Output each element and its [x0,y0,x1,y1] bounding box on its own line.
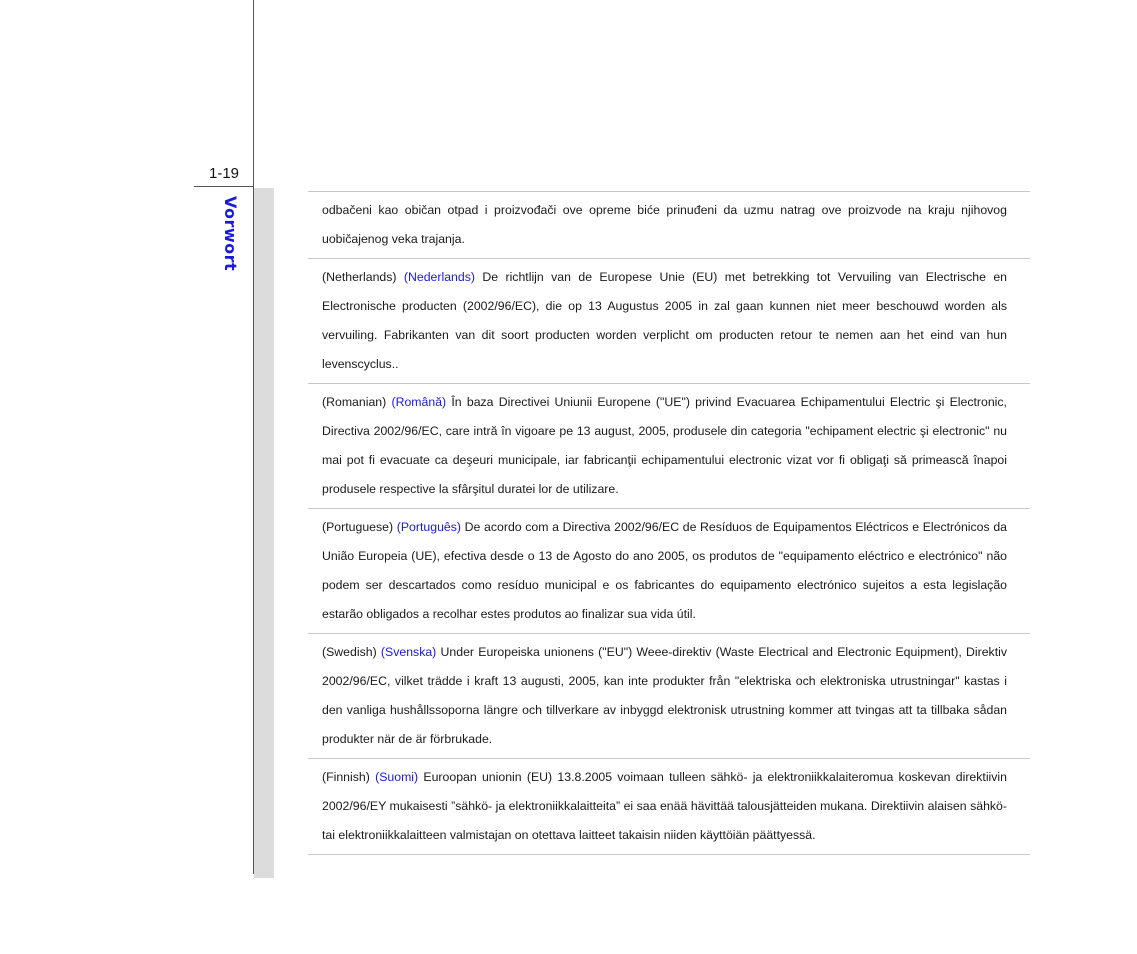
block-prefix: (Swedish) [322,645,381,659]
notice-serbian-cont [308,192,1030,259]
language-name: (Română) [391,395,447,409]
block-text: odbačeni kao običan otpad i proizvođači ove opreme biće prinuđeni da uzmu natrag ove proizvode na kraju njihovog uobičajenog veka trajanja. [322,203,1007,246]
block-prefix: (Netherlands) [322,270,404,284]
language-name: (Português) [396,520,461,534]
language-name: (Suomi) [375,770,419,784]
block-text: Euroopan unionin (EU) 13.8.2005 voimaan tulleen sähkö- ja elektroniikkalaiteromua koskevan direktiivin 2002/96/EY mukaisesti ”sähkö- ja elektroniikkalaitteita” ei saa enää hävittää talousjätteiden mukana. Direktiivin alaisen sähkö- tai elektroniikkalaitteen valmistajan on otettava laitteet takaisin niiden käyttöiän päättyessä. [322,770,1007,842]
notice-finnish [308,759,1030,855]
side-bar [254,188,274,878]
block-prefix: (Romanian) [322,395,392,409]
block-text: De acordo com a Directiva 2002/96/EC de Resíduos de Equipamentos Eléctricos e Electrónicos da União Europeia (UE), efectiva desde o 13 de Agosto do ano 2005, os produtos de "equipamento eléctrico e electrónico" não podem ser descartados como resíduo municipal e os fabricantes do equipamento electrónico sujeitos a esta legislação estarão obligados a recolhar estes produtos ao finalizar sua vida útil. [322,520,1007,621]
notice-netherlands [308,259,1030,384]
notice-portuguese [308,509,1030,634]
block-text: De richtlijn van de Europese Unie (EU) met betrekking tot Vervuiling van Electrische en Electronische producten (2002/96/EC), die op 13 Augustus 2005 in zal gaan kunnen niet meer beschouwd worden als vervuiling. Fabrikanten van dit soort producten worden verplicht om producten retour te nemen aan het eind van hun levenscyclus.. [322,270,1007,371]
language-name: (Nederlands) [403,270,475,284]
block-text: Under Europeiska unionens ("EU") Weee-direktiv (Waste Electrical and Electronic Equipment), Direktiv 2002/96/EC, vilket trädde i kraft 13 augusti, 2005, kan inte produkter från "elektriska och elektroniska utrustningar" kastas i den vanliga hushållssoporna längre och tillverkare av inbyggd elektronisk utrustning kommer att tvingas att ta tillbaka sådan produkter när de är förbrukade. [322,645,1007,746]
notice-swedish [308,634,1030,759]
section-label: Vorwort [221,196,240,272]
weee-notice [308,191,1030,855]
page-number-rule [194,186,254,187]
block-prefix: (Finnish) [322,770,376,784]
block-prefix: (Portuguese) [322,520,397,534]
language-name: (Svenska) [380,645,437,659]
block-text: În baza Directivei Uniunii Europene ("UE") privind Evacuarea Echipamentului Electric şi Electronic, Directiva 2002/96/EC, care intră în vigoare pe 13 august, 2005, produsele din categoria "echipament electric şi electronic" nu mai pot fi evacuate ca deşeuri municipale, iar fabricanţii echipamentului electronic vizat vor fi obligaţi să primească înapoi produsele respective la sfârşitul duratei lor de utilizare. [322,395,1007,496]
page-number: 1-19 [209,165,240,182]
notice-romanian [308,384,1030,509]
